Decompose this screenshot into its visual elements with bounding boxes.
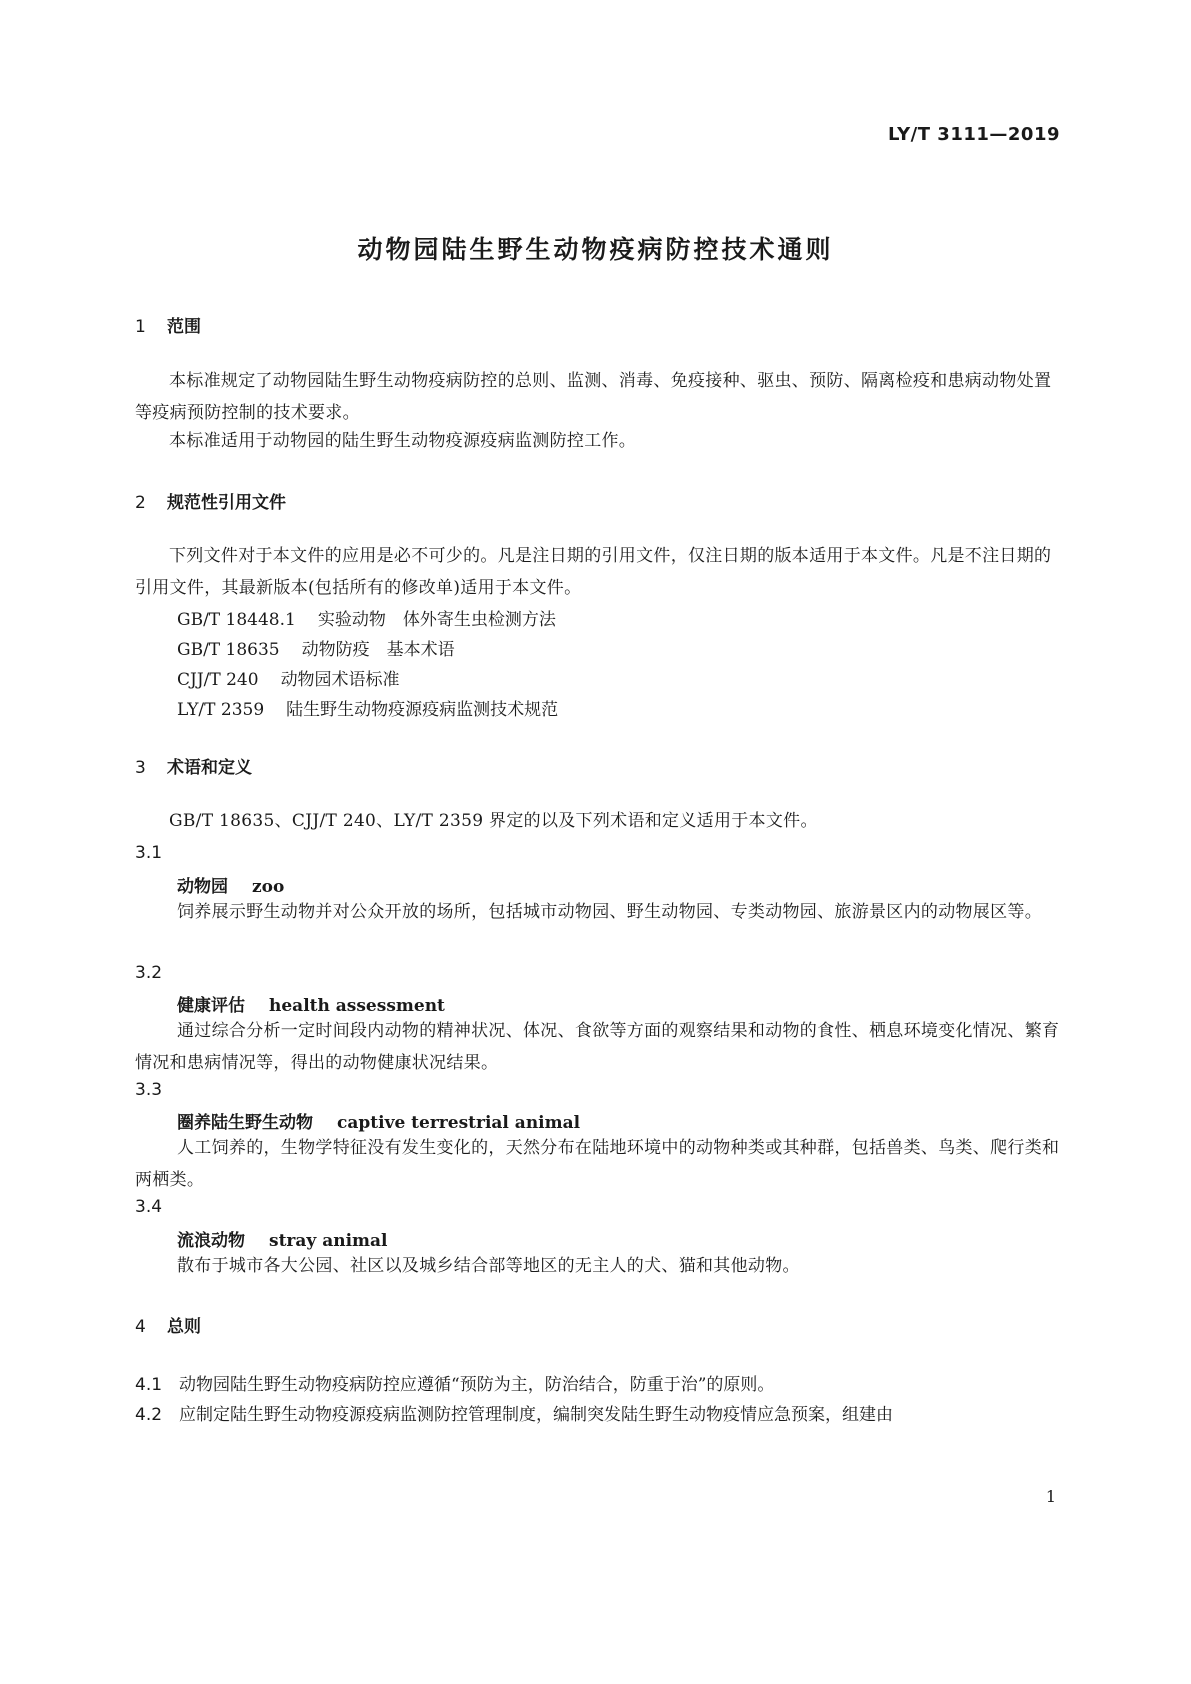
clause-text: 应制定陆生野生动物疫源疫病监测防控管理制度，编制突发陆生野生动物疫情应急预案，组建由 xyxy=(179,1405,893,1425)
terms-intro: GB/T 18635、CJJ/T 240、LY/T 2359 界定的以及下列术语和定义适用于本文件。 xyxy=(169,811,818,831)
page-number: 1 xyxy=(1045,1487,1056,1506)
term-heading xyxy=(177,872,284,897)
section-number: 1 xyxy=(135,317,146,337)
reference-title: 动物防疫 基本术语 xyxy=(301,640,455,660)
term-number: 3.4 xyxy=(135,1197,163,1217)
section-4-heading xyxy=(135,1312,201,1337)
term-heading xyxy=(177,1226,388,1251)
term-definition: 通过综合分析一定时间段内动物的精神状况、体况、食欲等方面的观察结果和动物的食性、栖息环境变化情况、繁育情况和患病情况等，得出的动物健康状况结果。 xyxy=(135,1021,1060,1073)
term-en: captive terrestrial animal xyxy=(337,1113,581,1133)
term-definition: 饲养展示野生动物并对公众开放的场所，包括城市动物园、野生动物园、专类动物园、旅游景区内的动物展区等。 xyxy=(177,902,1042,922)
term-heading xyxy=(177,991,445,1016)
scope-paragraph-1: 本标准规定了动物园陆生野生动物疫病防控的总则、监测、消毒、免疫接种、驱虫、预防、隔离检疫和患病动物处置等疫病预防控制的技术要求。 xyxy=(135,371,1052,423)
section-2-heading xyxy=(135,488,286,513)
reference-title: 陆生野生动物疫源疫病监测技术规范 xyxy=(286,700,559,720)
clause-number: 4.1 xyxy=(135,1375,163,1395)
term-number: 3.3 xyxy=(135,1080,163,1100)
reference-code: LY/T 2359 xyxy=(177,700,265,720)
term-en: zoo xyxy=(252,877,285,897)
reference-title: 实验动物 体外寄生虫检测方法 xyxy=(317,610,556,630)
clause-text: 动物园陆生野生动物疫病防控应遵循“预防为主，防治结合，防重于治”的原则。 xyxy=(179,1375,775,1395)
reference-item xyxy=(177,665,400,690)
clause-number: 4.2 xyxy=(135,1405,163,1425)
references-intro: 下列文件对于本文件的应用是必不可少的。凡是注日期的引用文件，仅注日期的版本适用于本文件。凡是不注日期的引用文件，其最新版本(包括所有的修改单)适用于本文件。 xyxy=(135,546,1052,598)
term-en: stray animal xyxy=(269,1231,388,1251)
term-zh: 流浪动物 xyxy=(177,1231,245,1251)
term-definition: 散布于城市各大公园、社区以及城乡结合部等地区的无主人的犬、猫和其他动物。 xyxy=(177,1256,800,1276)
reference-code: GB/T 18448.1 xyxy=(177,610,296,630)
term-heading xyxy=(177,1108,580,1133)
term-zh: 动物园 xyxy=(177,877,228,897)
reference-title: 动物园术语标准 xyxy=(280,670,400,690)
term-number: 3.1 xyxy=(135,843,163,863)
section-1-heading xyxy=(135,312,201,337)
scope-paragraph-2: 本标准适用于动物园的陆生野生动物疫源疫病监测防控工作。 xyxy=(169,431,637,451)
section-title: 范围 xyxy=(167,317,201,337)
standard-code: LY/T 3111—2019 xyxy=(887,124,1060,145)
section-title: 术语和定义 xyxy=(167,758,252,778)
section-title: 总则 xyxy=(167,1317,201,1337)
reference-code: GB/T 18635 xyxy=(177,640,280,660)
reference-code: CJJ/T 240 xyxy=(177,670,259,690)
term-zh: 健康评估 xyxy=(177,996,245,1016)
section-3-heading xyxy=(135,753,252,778)
term-en: health assessment xyxy=(269,996,445,1016)
reference-item xyxy=(177,635,455,660)
section-number: 3 xyxy=(135,758,146,778)
general-clause xyxy=(135,1400,893,1425)
term-zh: 圈养陆生野生动物 xyxy=(177,1113,313,1133)
section-number: 2 xyxy=(135,493,146,513)
general-clause xyxy=(135,1370,774,1395)
section-title: 规范性引用文件 xyxy=(167,493,286,513)
term-definition: 人工饲养的，生物学特征没有发生变化的，天然分布在陆地环境中的动物种类或其种群，包括兽类、鸟类、爬行类和两栖类。 xyxy=(135,1138,1060,1190)
reference-item xyxy=(177,605,556,630)
section-number: 4 xyxy=(135,1317,146,1337)
document-title: 动物园陆生野生动物疫病防控技术通则 xyxy=(357,235,834,264)
term-number: 3.2 xyxy=(135,963,163,983)
reference-item xyxy=(177,695,558,720)
